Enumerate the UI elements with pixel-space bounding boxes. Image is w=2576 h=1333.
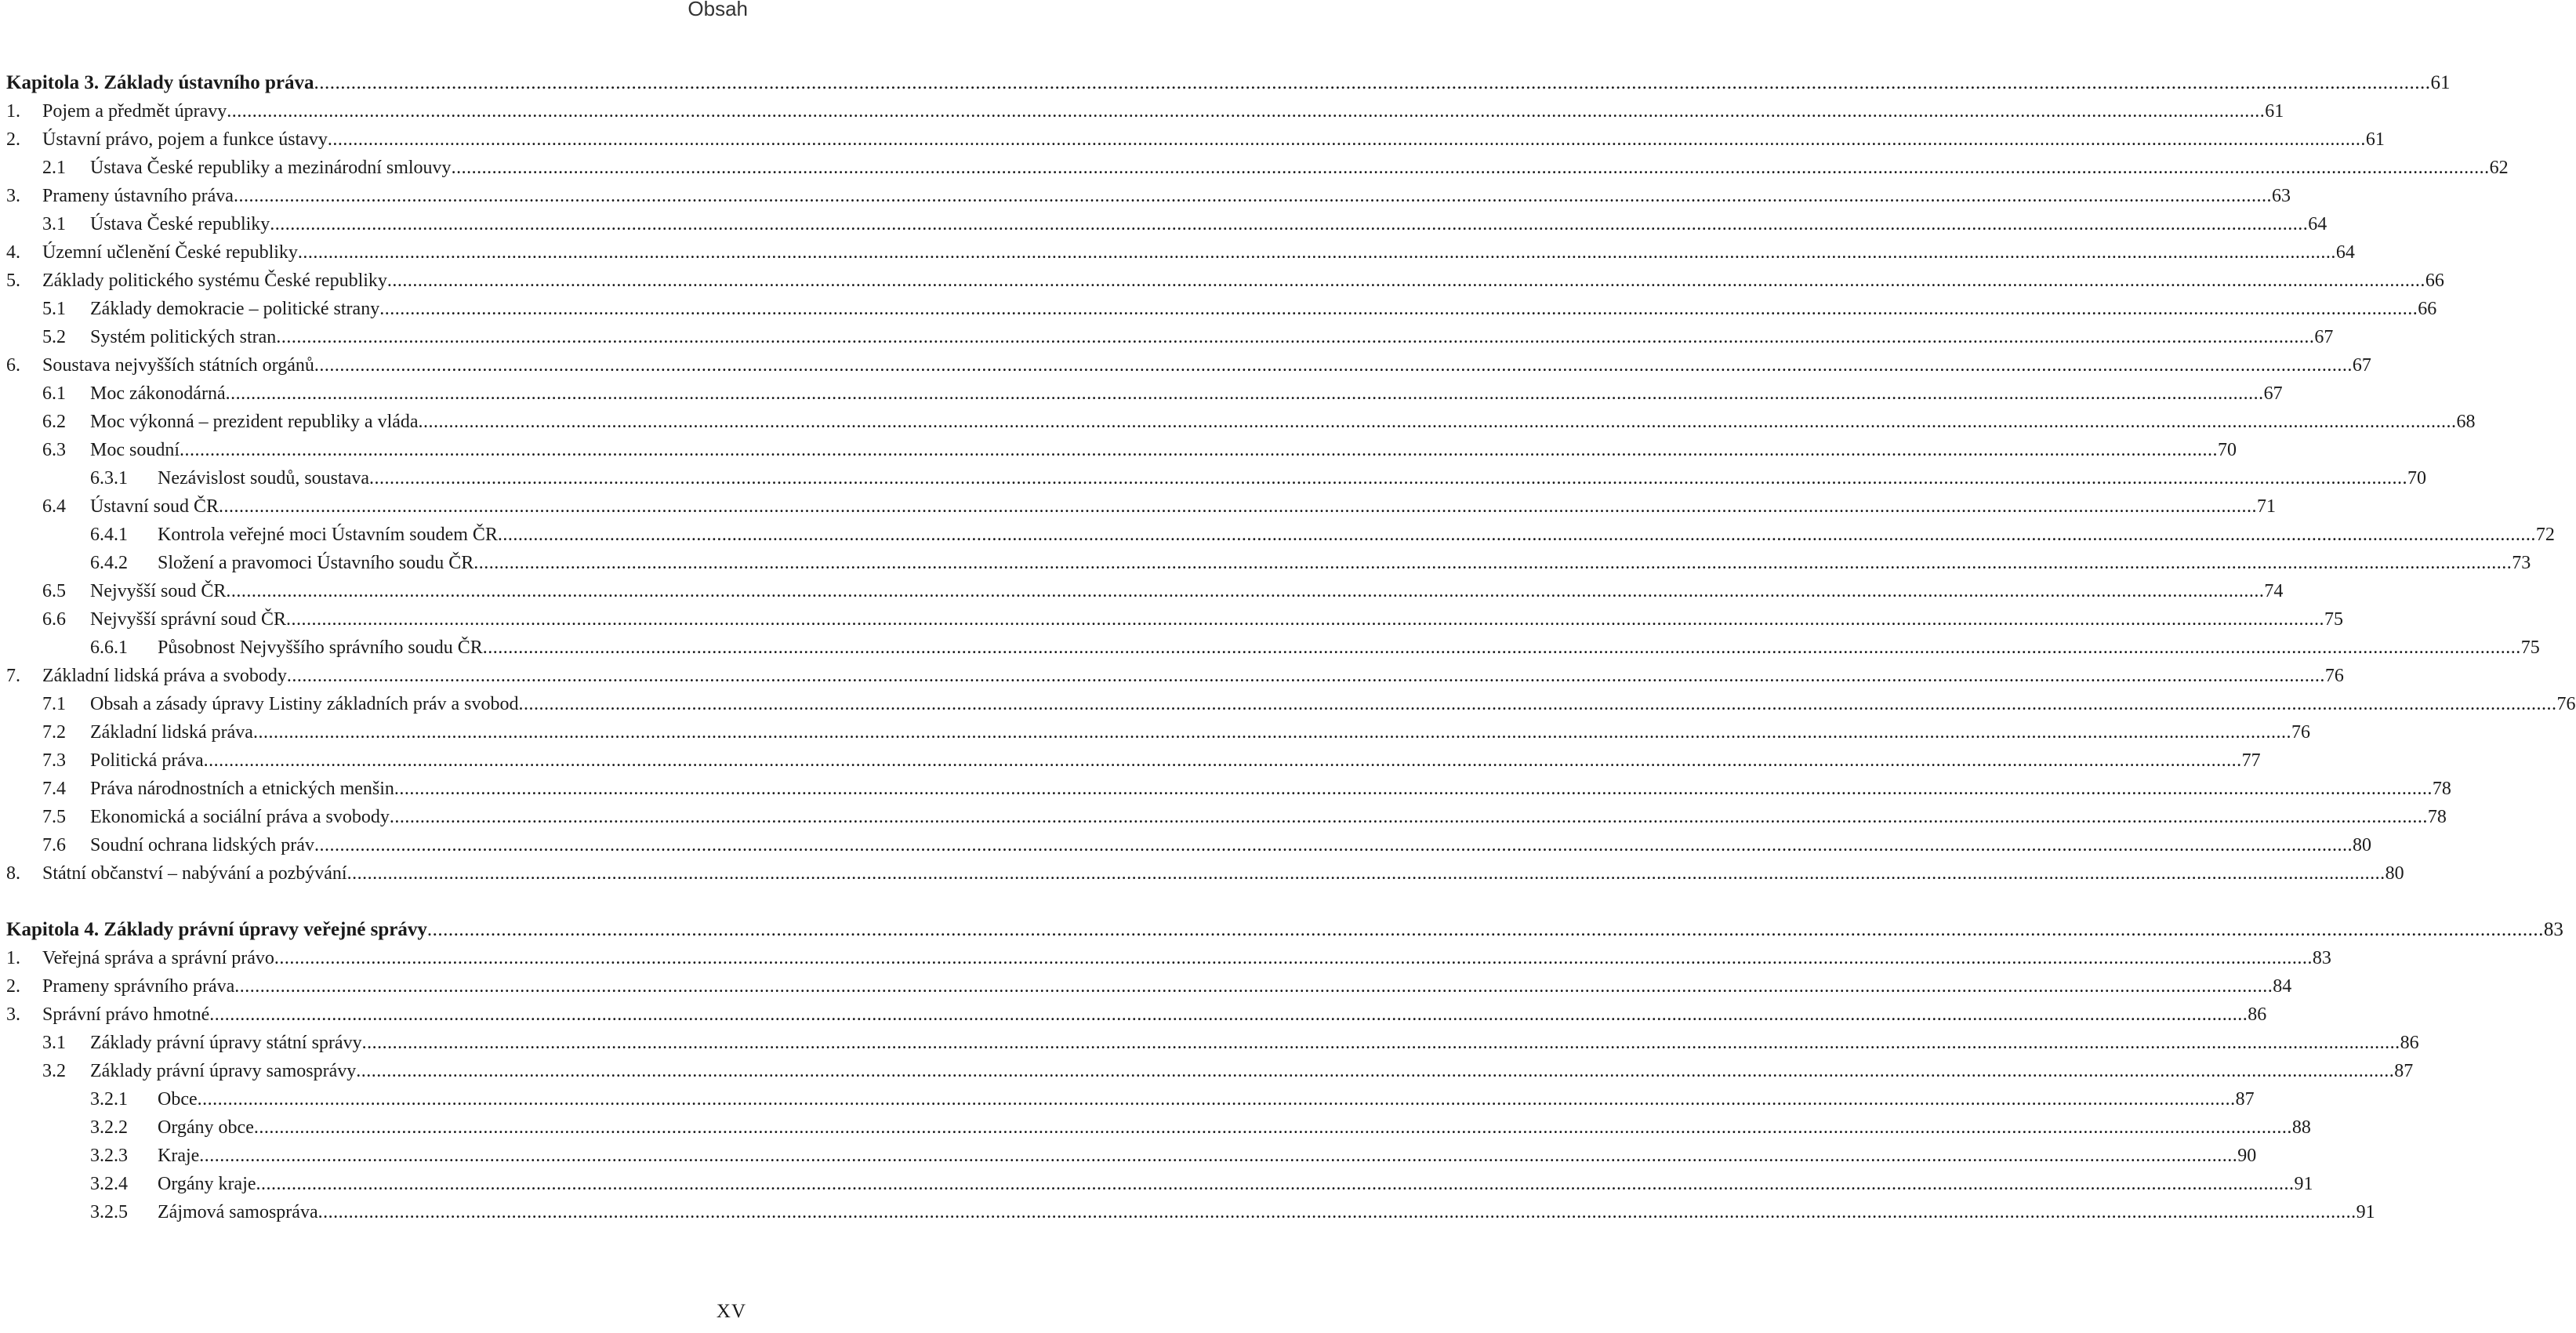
- toc-entry[interactable]: [6, 351, 2371, 380]
- toc-entry-number: 2.1: [42, 158, 66, 178]
- toc-chapter-heading[interactable]: [6, 69, 2451, 97]
- toc-entry[interactable]: [6, 972, 2292, 1001]
- toc-entry[interactable]: [6, 492, 2277, 521]
- toc-entry-number: 3.: [6, 186, 20, 206]
- toc-entry-page: 77: [2241, 750, 2261, 771]
- toc-entry-title: Ústava České republiky a mezinárodní smlouvy: [90, 158, 452, 178]
- dot-leader: ................................................................................................................................................................................................................................................................................................................................................................................................................: [286, 609, 2325, 630]
- toc-entry-line: [42, 972, 2292, 1001]
- toc-entry-title: Kraje: [158, 1146, 200, 1166]
- toc-entry[interactable]: [6, 464, 2426, 492]
- dot-leader: ................................................................................................................................................................................................................................................................................................................................................................................................................: [203, 750, 2242, 771]
- toc-entry-title: Základy právní úpravy samosprávy: [90, 1061, 357, 1081]
- toc-entry[interactable]: [6, 718, 2310, 746]
- toc-entry-number: 5.2: [42, 327, 66, 347]
- toc-entry-page: 75: [2520, 637, 2540, 658]
- toc-entry[interactable]: [6, 690, 2576, 718]
- dot-leader: ................................................................................................................................................................................................................................................................................................................................................................................................................: [276, 327, 2315, 347]
- toc-entry-title: Kapitola 4. Základy právní úpravy veřejné správy: [6, 919, 427, 940]
- toc-entry-line: [90, 1057, 2414, 1085]
- toc-entry-title: Nejvyšší správní soud ČR: [90, 609, 287, 630]
- toc-entry[interactable]: [6, 182, 2291, 210]
- toc-entry-line: [90, 1029, 2419, 1057]
- toc-entry-line: [42, 97, 2284, 125]
- toc-entry-title: Nejvyšší soud ČR: [90, 581, 227, 601]
- toc-entry[interactable]: [6, 125, 2385, 154]
- dot-leader: ................................................................................................................................................................................................................................................................................................................................................................................................................: [227, 101, 2266, 122]
- toc-entry-page: 80: [2352, 835, 2371, 855]
- toc-entry-page: 61: [2365, 129, 2385, 150]
- toc-entry-page: 91: [2356, 1202, 2375, 1222]
- toc-entry-page: 76: [2291, 722, 2310, 743]
- toc-entry-number: 7.5: [42, 807, 66, 827]
- toc-entry-line: [90, 718, 2310, 746]
- toc-entry[interactable]: [6, 436, 2237, 464]
- toc-entry-title: Ekonomická a sociální práva a svobody: [90, 807, 390, 827]
- toc-entry[interactable]: [6, 577, 2284, 605]
- toc-entry-line: [158, 1170, 2313, 1198]
- toc-entry[interactable]: [6, 944, 2331, 972]
- toc-entry-title: Obce: [158, 1089, 198, 1110]
- toc-entry-line: [158, 549, 2531, 577]
- toc-entry[interactable]: [6, 521, 2555, 549]
- toc-entry[interactable]: [6, 1198, 2375, 1226]
- dot-leader: ................................................................................................................................................................................................................................................................................................................................................................................................................: [346, 863, 2386, 884]
- toc-entry-page: 91: [2294, 1174, 2313, 1194]
- toc-entry-number: 5.: [6, 271, 20, 291]
- toc-entry-number: 3.2.1: [90, 1089, 128, 1110]
- toc-entry-line: [90, 746, 2261, 775]
- toc-entry-line: [90, 380, 2283, 408]
- toc-entry-title: Základní lidská práva: [90, 722, 253, 743]
- toc-entry-title: Ústava České republiky: [90, 214, 270, 234]
- dot-leader: ................................................................................................................................................................................................................................................................................................................................................................................................................: [197, 1089, 2236, 1110]
- toc-entry[interactable]: [6, 154, 2509, 182]
- toc-entry-number: 7.1: [42, 694, 66, 714]
- toc-entry-number: 6.4.2: [90, 553, 128, 573]
- toc-entry-line: [42, 351, 2371, 380]
- toc-entry-number: 6.3: [42, 440, 66, 460]
- toc-entry-line: [158, 1085, 2255, 1113]
- toc-entry-page: 83: [2543, 919, 2563, 940]
- toc-entry[interactable]: [6, 1085, 2255, 1113]
- toc-entry-title: Správní právo hmotné: [42, 1004, 210, 1025]
- toc-entry-page: 84: [2273, 976, 2292, 997]
- toc-entry-number: 6.3.1: [90, 468, 128, 489]
- toc-entry-page: 87: [2394, 1061, 2414, 1081]
- toc-entry-page: 70: [2407, 468, 2426, 489]
- toc-entry-page: 86: [2248, 1004, 2267, 1025]
- toc-entry-line: [90, 803, 2447, 831]
- toc-entry-number: 7.: [6, 666, 20, 686]
- toc-entry-title: Působnost Nejvyššího správního soudu ČR: [158, 637, 483, 658]
- toc-entry-number: 6.6: [42, 609, 66, 630]
- toc-entry-number: 6.4: [42, 496, 66, 517]
- toc-entry-page: 67: [2263, 383, 2283, 404]
- toc-entry-number: 7.2: [42, 722, 66, 743]
- dot-leader: ................................................................................................................................................................................................................................................................................................................................................................................................................: [314, 835, 2353, 855]
- toc-entry-line: [42, 182, 2291, 210]
- toc-entry-page: 78: [2432, 779, 2451, 799]
- toc-entry-number: 6.4.1: [90, 525, 128, 545]
- dot-leader: ................................................................................................................................................................................................................................................................................................................................................................................................................: [233, 186, 2272, 206]
- toc-entry-page: 73: [2512, 553, 2531, 573]
- toc-entry-line: [90, 408, 2476, 436]
- toc-entry-page: 63: [2271, 186, 2291, 206]
- toc-entry[interactable]: [6, 323, 2334, 351]
- toc-entry[interactable]: [6, 859, 2404, 888]
- toc-entry-number: 7.3: [42, 750, 66, 771]
- toc-entry-title: Orgány kraje: [158, 1174, 256, 1194]
- toc-entry-number: 3.2.2: [90, 1117, 128, 1138]
- toc-entry-page: 70: [2218, 440, 2237, 460]
- toc-entry[interactable]: [6, 1170, 2313, 1198]
- toc-entry-number: 6.5: [42, 581, 66, 601]
- toc-entry-number: 2.: [6, 129, 20, 150]
- toc-entry[interactable]: [6, 408, 2476, 436]
- toc-entry-number: 3.1: [42, 214, 66, 234]
- toc-entry-number: 1.: [6, 948, 20, 968]
- toc-entry-line: [90, 492, 2277, 521]
- running-header: Obsah: [688, 0, 748, 20]
- toc-entry[interactable]: [6, 380, 2283, 408]
- dot-leader: ................................................................................................................................................................................................................................................................................................................................................................................................................: [379, 299, 2418, 319]
- toc-entry-title: Veřejná správa a správní právo: [42, 948, 274, 968]
- toc-entry-title: Politická práva: [90, 750, 204, 771]
- toc-entry-page: 66: [2425, 271, 2444, 291]
- dot-leader: ................................................................................................................................................................................................................................................................................................................................................................................................................: [418, 412, 2457, 432]
- dot-leader: ................................................................................................................................................................................................................................................................................................................................................................................................................: [226, 581, 2265, 601]
- dot-leader: ................................................................................................................................................................................................................................................................................................................................................................................................................: [314, 72, 2431, 93]
- toc-entry-title: Základy právní úpravy státní správy: [90, 1033, 362, 1053]
- toc-entry[interactable]: [6, 831, 2371, 859]
- toc-entry-title: Systém politických stran: [90, 327, 277, 347]
- toc-entry-page: 61: [2430, 72, 2451, 93]
- toc-entry[interactable]: [6, 775, 2451, 803]
- toc-entry-line: [90, 436, 2237, 464]
- toc-entry-title: Ústavní soud ČR: [90, 496, 220, 517]
- dot-leader: ................................................................................................................................................................................................................................................................................................................................................................................................................: [497, 525, 2536, 545]
- toc-entry-page: 68: [2456, 412, 2476, 432]
- toc-entry-page: 86: [2400, 1033, 2419, 1053]
- toc-entry-title: Státní občanství – nabývání a pozbývání: [42, 863, 347, 884]
- toc-entry-title: Územní učlenění České republiky: [42, 242, 298, 263]
- dot-leader: ................................................................................................................................................................................................................................................................................................................................................................................................................: [199, 1146, 2238, 1166]
- toc-entry[interactable]: [6, 267, 2444, 295]
- toc-entry[interactable]: [6, 1001, 2267, 1029]
- toc-entry-title: Kontrola veřejné moci Ústavním soudem ČR: [158, 525, 498, 545]
- toc-entry-title: Ústavní právo, pojem a funkce ústavy: [42, 129, 328, 150]
- toc-entry-title: Soudní ochrana lidských práv: [90, 835, 314, 855]
- toc-entry[interactable]: [6, 746, 2261, 775]
- dot-leader: ................................................................................................................................................................................................................................................................................................................................................................................................................: [389, 807, 2428, 827]
- toc-entry-line: [42, 944, 2331, 972]
- toc-entry-number: 3.: [6, 1004, 20, 1025]
- dot-leader: ................................................................................................................................................................................................................................................................................................................................................................................................................: [274, 948, 2313, 968]
- toc-entry-number: 8.: [6, 863, 20, 884]
- toc-entry-page: 83: [2312, 948, 2331, 968]
- toc-entry-line: [90, 775, 2451, 803]
- dot-leader: ................................................................................................................................................................................................................................................................................................................................................................................................................: [234, 976, 2273, 997]
- dot-leader: ................................................................................................................................................................................................................................................................................................................................................................................................................: [426, 919, 2544, 940]
- dot-leader: ................................................................................................................................................................................................................................................................................................................................................................................................................: [256, 1174, 2295, 1194]
- toc-entry-line: [42, 859, 2404, 888]
- toc-entry-title: Moc výkonná – prezident republiky a vláda: [90, 412, 419, 432]
- toc-entry-number: 3.2.5: [90, 1202, 128, 1222]
- toc-entry-line: [42, 1001, 2267, 1029]
- toc-entry-line: [42, 125, 2385, 154]
- toc-entry-number: 6.: [6, 355, 20, 376]
- toc-entry-number: 6.1: [42, 383, 66, 404]
- toc-entry-page: 66: [2418, 299, 2437, 319]
- dot-leader: ................................................................................................................................................................................................................................................................................................................................................................................................................: [314, 355, 2353, 376]
- dot-leader: ................................................................................................................................................................................................................................................................................................................................................................................................................: [361, 1033, 2400, 1053]
- toc-entry-number: 3.2: [42, 1061, 66, 1081]
- toc-entry-line: [90, 577, 2284, 605]
- toc-entry-page: 75: [2324, 609, 2344, 630]
- toc-entry-line: [90, 295, 2437, 323]
- toc-entry-number: 6.6.1: [90, 637, 128, 658]
- dot-leader: ................................................................................................................................................................................................................................................................................................................................................................................................................: [482, 637, 2521, 658]
- dot-leader: ................................................................................................................................................................................................................................................................................................................................................................................................................: [225, 383, 2264, 404]
- toc-entry[interactable]: [6, 662, 2344, 690]
- toc-entry-number: 5.1: [42, 299, 66, 319]
- toc-entry-number: 3.2.3: [90, 1146, 128, 1166]
- toc-entry-page: 67: [2314, 327, 2334, 347]
- toc-entry-number: 4.: [6, 242, 20, 263]
- toc-entry-line: [90, 831, 2371, 859]
- toc-entry-page: 71: [2257, 496, 2277, 517]
- toc-entry-title: Moc zákonodárná: [90, 383, 226, 404]
- dot-leader: ................................................................................................................................................................................................................................................................................................................................................................................................................: [518, 694, 2557, 714]
- dot-leader: ................................................................................................................................................................................................................................................................................................................................................................................................................: [270, 214, 2309, 234]
- toc-entry-title: Základy demokracie – politické strany: [90, 299, 380, 319]
- toc-entry-page: 88: [2291, 1117, 2311, 1138]
- toc-entry[interactable]: [6, 97, 2284, 125]
- toc-entry-line: [6, 69, 2451, 97]
- toc-entry-page: 90: [2237, 1146, 2257, 1166]
- toc-entry[interactable]: [6, 634, 2540, 662]
- toc-entry-page: 87: [2235, 1089, 2255, 1110]
- toc-entry-line: [90, 154, 2509, 182]
- dot-leader: ................................................................................................................................................................................................................................................................................................................................................................................................................: [356, 1061, 2395, 1081]
- toc-entry[interactable]: [6, 295, 2437, 323]
- toc-entry-number: 6.2: [42, 412, 66, 432]
- toc-entry-number: 3.2.4: [90, 1174, 128, 1194]
- dot-leader: ................................................................................................................................................................................................................................................................................................................................................................................................................: [219, 496, 2258, 517]
- toc-entry-page: 64: [2335, 242, 2355, 263]
- toc-entry-title: Kapitola 3. Základy ústavního práva: [6, 72, 314, 93]
- toc-entry-page: 61: [2265, 101, 2284, 122]
- dot-leader: ................................................................................................................................................................................................................................................................................................................................................................................................................: [209, 1004, 2248, 1025]
- toc-entry-page: 76: [2324, 666, 2344, 686]
- toc-entry-page: 80: [2385, 863, 2404, 884]
- toc-entry-title: Prameny ústavního práva: [42, 186, 234, 206]
- toc-entry-title: Základy politického systému České republiky: [42, 271, 387, 291]
- toc-entry-page: 72: [2535, 525, 2555, 545]
- toc-entry-line: [42, 662, 2344, 690]
- toc-entry[interactable]: [6, 549, 2531, 577]
- toc-entry[interactable]: [6, 238, 2355, 267]
- toc-entry-title: Moc soudní: [90, 440, 180, 460]
- dot-leader: ................................................................................................................................................................................................................................................................................................................................................................................................................: [180, 440, 2218, 460]
- toc-entry-line: [42, 267, 2444, 295]
- toc-entry[interactable]: [6, 210, 2327, 238]
- toc-entry-line: [90, 605, 2344, 634]
- toc-entry[interactable]: [6, 1029, 2419, 1057]
- toc-entry-number: 2.: [6, 976, 20, 997]
- toc-entry[interactable]: [6, 1142, 2257, 1170]
- table-of-contents: [6, 69, 2576, 1226]
- toc-entry-title: Zájmová samospráva: [158, 1202, 318, 1222]
- toc-entry-line: [158, 1198, 2375, 1226]
- page-number: XV: [716, 1301, 746, 1322]
- toc-entry-number: 1.: [6, 101, 20, 122]
- chapter-gap: [6, 888, 748, 916]
- toc-entry-title: Orgány obce: [158, 1117, 254, 1138]
- toc-entry-title: Práva národnostních a etnických menšin: [90, 779, 394, 799]
- toc-entry-title: Soustava nejvyšších státních orgánů: [42, 355, 314, 376]
- toc-chapter-heading[interactable]: [6, 916, 2563, 944]
- toc-entry-line: [158, 1113, 2311, 1142]
- toc-entry-page: 62: [2489, 158, 2509, 178]
- toc-entry[interactable]: [6, 803, 2447, 831]
- toc-entry-line: [42, 238, 2355, 267]
- dot-leader: ................................................................................................................................................................................................................................................................................................................................................................................................................: [253, 1117, 2292, 1138]
- toc-entry-title: Nezávislost soudů, soustava: [158, 468, 369, 489]
- toc-entry-line: [158, 521, 2555, 549]
- dot-leader: ................................................................................................................................................................................................................................................................................................................................................................................................................: [473, 553, 2513, 573]
- toc-entry[interactable]: [6, 605, 2344, 634]
- toc-entry-page: 78: [2427, 807, 2447, 827]
- dot-leader: ................................................................................................................................................................................................................................................................................................................................................................................................................: [317, 1202, 2356, 1222]
- toc-entry-line: [6, 916, 2563, 944]
- toc-entry-number: 7.4: [42, 779, 66, 799]
- toc-entry-number: 7.6: [42, 835, 66, 855]
- toc-entry-title: Obsah a zásady úpravy Listiny základních práv a svobod: [90, 694, 519, 714]
- dot-leader: ................................................................................................................................................................................................................................................................................................................................................................................................................: [252, 722, 2291, 743]
- toc-entry-number: 3.1: [42, 1033, 66, 1053]
- toc-entry-line: [90, 690, 2576, 718]
- dot-leader: ................................................................................................................................................................................................................................................................................................................................................................................................................: [286, 666, 2325, 686]
- toc-entry-page: 64: [2308, 214, 2327, 234]
- toc-entry-title: Základní lidská práva a svobody: [42, 666, 287, 686]
- toc-entry[interactable]: [6, 1113, 2311, 1142]
- toc-entry-page: 74: [2264, 581, 2284, 601]
- toc-entry-line: [158, 634, 2540, 662]
- toc-entry-line: [90, 210, 2327, 238]
- toc-entry-title: Prameny správního práva: [42, 976, 235, 997]
- toc-entry-title: Pojem a předmět úpravy: [42, 101, 227, 122]
- dot-leader: ................................................................................................................................................................................................................................................................................................................................................................................................................: [297, 242, 2336, 263]
- dot-leader: ................................................................................................................................................................................................................................................................................................................................................................................................................: [386, 271, 2425, 291]
- toc-entry-line: [90, 323, 2334, 351]
- toc-entry-line: [158, 464, 2426, 492]
- toc-entry-title: Složení a pravomoci Ústavního soudu ČR: [158, 553, 474, 573]
- dot-leader: ................................................................................................................................................................................................................................................................................................................................................................................................................: [368, 468, 2407, 489]
- toc-entry-page: 67: [2352, 355, 2371, 376]
- dot-leader: ................................................................................................................................................................................................................................................................................................................................................................................................................: [327, 129, 2366, 150]
- dot-leader: ................................................................................................................................................................................................................................................................................................................................................................................................................: [451, 158, 2490, 178]
- dot-leader: ................................................................................................................................................................................................................................................................................................................................................................................................................: [394, 779, 2433, 799]
- toc-entry-page: 76: [2556, 694, 2576, 714]
- toc-entry[interactable]: [6, 1057, 2414, 1085]
- toc-entry-line: [158, 1142, 2257, 1170]
